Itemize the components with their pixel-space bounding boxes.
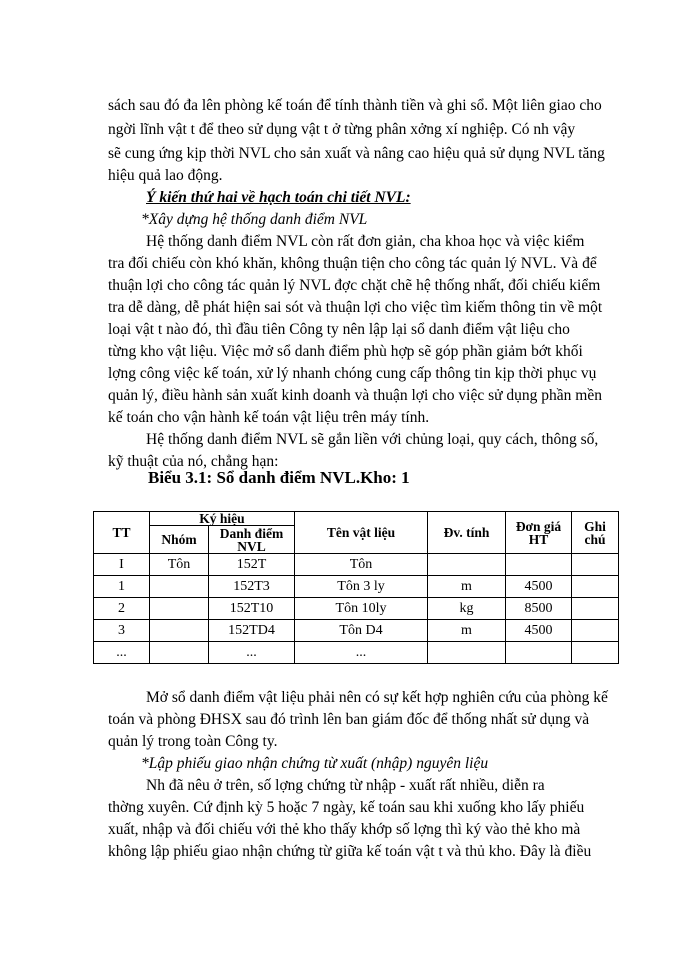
danh-diem-table <box>93 511 619 664</box>
cell-dv-tinh: m <box>428 576 506 598</box>
cell-don-gia: 4500 <box>506 620 572 642</box>
cell-danh-diem: 152TD4 <box>209 620 295 642</box>
cell-danh-diem: 152T3 <box>209 576 295 598</box>
table-row <box>94 642 619 664</box>
text-line: quản lý, điều hành sản xuất kinh doanh và thuận lợi cho việc sử dụng phần mền <box>108 387 602 404</box>
cell-ten-vat-lieu: Tôn 3 ly <box>295 576 428 598</box>
text-line: xuất, nhập và đối chiếu với thẻ kho thấy khớp số lợng thì ký vào thẻ kho mà <box>108 821 581 838</box>
text-line: loại vật t nào đó, thì đầu tiên Công ty nên lập lại sổ danh điểm vật liệu cho <box>108 321 570 338</box>
cell-dv-tinh: m <box>428 620 506 642</box>
text-line: kỹ thuật của nó, chẳng hạn: <box>108 453 279 470</box>
cell-dv-tinh <box>428 554 506 576</box>
header-ky-hieu: Ký hiệu <box>150 512 295 526</box>
cell-don-gia: 8500 <box>506 598 572 620</box>
cell-ghi-chu <box>572 620 619 642</box>
cell-tt: 3 <box>94 620 150 642</box>
text-line: sẽ cung ứng kịp thời NVL cho sản xuất và nâng cao hiệu quả sử dụng NVL tăng <box>108 145 605 162</box>
header-ten-vat-lieu: Tên vật liệu <box>295 512 428 554</box>
cell-ten-vat-lieu: ... <box>295 642 428 664</box>
cell-ghi-chu <box>572 598 619 620</box>
cell-nhom <box>150 642 209 664</box>
text-line: tra dễ dàng, dễ phát hiện sai sót và thuận lợi cho việc tìm kiếm thông tin về một <box>108 299 603 316</box>
text-line: thờng xuyên. Cứ định kỳ 5 hoặc 7 ngày, kế toán sau khi xuống kho lấy phiếu <box>108 799 585 816</box>
cell-tt: 1 <box>94 576 150 598</box>
cell-ghi-chu <box>572 642 619 664</box>
table-row <box>94 554 619 576</box>
cell-nhom <box>150 576 209 598</box>
table-row <box>94 620 619 642</box>
header-dv-tinh: Đv. tính <box>428 512 506 554</box>
cell-ten-vat-lieu: Tôn D4 <box>295 620 428 642</box>
text-line: toán và phòng ĐHSX sau đó trình lên ban giám đốc để thống nhất sử dụng và <box>108 711 590 728</box>
text-line: Hệ thống danh điểm NVL sẽ gắn liền với chủng loại, quy cách, thông số, <box>146 431 599 448</box>
cell-don-gia <box>506 554 572 576</box>
cell-dv-tinh: kg <box>428 598 506 620</box>
text-line: thuận lợi cho công tác quản lý NVL đợc chặt chẽ hệ thống nhất, đối chiếu kiểm <box>108 277 601 294</box>
cell-ghi-chu <box>572 576 619 598</box>
cell-tt: ... <box>94 642 150 664</box>
cell-danh-diem: ... <box>209 642 295 664</box>
cell-nhom <box>150 620 209 642</box>
text-line: lợng công việc kế toán, xử lý nhanh chóng cung cấp thông tin kịp thời phục vụ <box>108 365 597 382</box>
cell-ghi-chu <box>572 554 619 576</box>
text-line: quản lý trong toàn Công ty. <box>108 733 278 750</box>
cell-don-gia: 4500 <box>506 576 572 598</box>
cell-don-gia <box>506 642 572 664</box>
cell-danh-diem: 152T <box>209 554 295 576</box>
cell-tt: 2 <box>94 598 150 620</box>
text-line: hiệu quả lao động. <box>108 167 223 184</box>
cell-tt: I <box>94 554 150 576</box>
text-line: sách sau đó đa lên phòng kế toán để tính thành tiền và ghi sổ. Một liên giao cho <box>108 97 602 114</box>
section-heading: Ý kiến thứ hai về hạch toán chi tiết NVL: <box>146 189 411 206</box>
cell-ten-vat-lieu: Tôn <box>295 554 428 576</box>
cell-nhom <box>150 598 209 620</box>
table-row <box>94 598 619 620</box>
header-ghi-chu: Ghi chú <box>572 512 619 554</box>
cell-nhom: Tôn <box>150 554 209 576</box>
text-line: Mở sổ danh điểm vật liệu phải nên có sự kết hợp nghiên cứu của phòng kế <box>146 689 608 706</box>
header-nhom: Nhóm <box>150 526 209 554</box>
table-caption: Biểu 3.1: Sổ danh điểm NVL.Kho: 1 <box>148 468 410 487</box>
text-line: tra đối chiếu còn khó khăn, không thuận tiện cho công tác quản lý NVL. Và để <box>108 255 597 272</box>
subheading-danh-diem: *Xây dựng hệ thống danh điểm NVL <box>141 211 368 228</box>
table-row <box>94 576 619 598</box>
header-don-gia: Đơn giá HT <box>506 512 572 554</box>
text-line: từng kho vật liệu. Việc mở sổ danh điểm phù hợp sẽ góp phần giảm bớt khối <box>108 343 583 360</box>
cell-danh-diem: 152T10 <box>209 598 295 620</box>
cell-ten-vat-lieu: Tôn 10ly <box>295 598 428 620</box>
header-danh-diem: Danh điểm NVL <box>209 526 295 554</box>
subheading-phieu-giao-nhan: *Lập phiếu giao nhận chứng từ xuất (nhập) nguyên liệu <box>141 755 489 772</box>
cell-dv-tinh <box>428 642 506 664</box>
text-line: kế toán cho vận hành kế toán vật liệu trên máy tính. <box>108 409 430 426</box>
text-line: không lập phiếu giao nhận chứng từ giữa kế toán vật t và thủ kho. Đây là điều <box>108 843 592 860</box>
text-line: Hệ thống danh điểm NVL còn rất đơn giản, cha khoa học và việc kiểm <box>146 233 585 250</box>
header-tt: TT <box>94 512 150 554</box>
text-line: Nh đã nêu ở trên, số lợng chứng từ nhập - xuất rất nhiều, diễn ra <box>146 777 545 794</box>
text-line: ngời lĩnh vật t để theo sử dụng vật t ở từng phân xởng xí nghiệp. Có nh vậy <box>108 121 576 138</box>
